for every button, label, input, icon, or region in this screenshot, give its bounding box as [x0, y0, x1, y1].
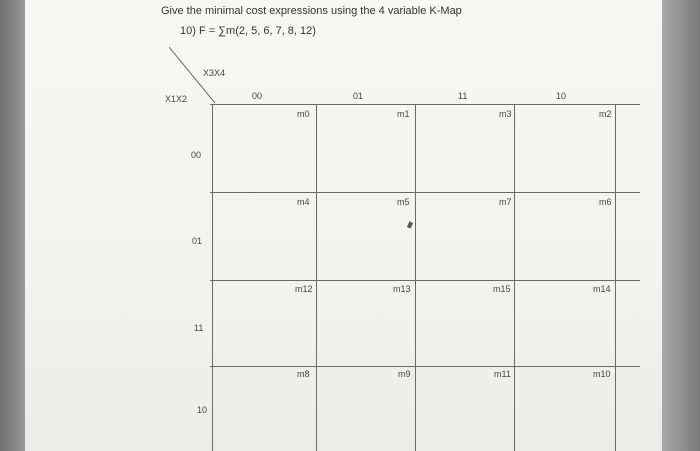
cell-m14: m14 [593, 284, 611, 294]
cell-m10: m10 [593, 369, 611, 379]
cell-m12: m12 [295, 284, 313, 294]
background-right-edge [662, 0, 700, 451]
cell-m2: m2 [599, 109, 612, 119]
cell-m6: m6 [599, 197, 612, 207]
row-header-10: 10 [197, 405, 208, 415]
cell-m0: m0 [297, 109, 310, 119]
cell-m8: m8 [297, 369, 310, 379]
cell-m11: m11 [494, 369, 511, 379]
cell-m4: m4 [297, 197, 310, 207]
cell-m5: m5 [397, 197, 410, 207]
cell-m7: m7 [499, 197, 512, 207]
col-header-10: 10 [556, 91, 567, 101]
function-definition: 10) F = ∑m(2, 5, 6, 7, 8, 12) [180, 25, 316, 37]
column-variable-label: X3X4 [203, 68, 226, 78]
background-left-edge [0, 0, 25, 451]
row-header-11: 11 [194, 323, 204, 333]
cell-m1: m1 [397, 109, 410, 119]
col-header-11: 11 [458, 91, 468, 101]
question-prompt: Give the minimal cost expressions using the 4 variable K-Map [161, 5, 462, 17]
row-header-01: 01 [192, 236, 203, 246]
cell-m3: m3 [499, 109, 512, 119]
col-header-00: 00 [252, 91, 263, 101]
kmap-grid [210, 104, 640, 451]
worksheet-page [25, 0, 662, 451]
col-header-01: 01 [353, 91, 364, 101]
cell-m9: m9 [398, 369, 411, 379]
row-header-00: 00 [191, 150, 202, 160]
cell-m13: m13 [393, 284, 411, 294]
row-variable-label: X1X2 [165, 94, 188, 104]
cell-m15: m15 [493, 284, 511, 294]
